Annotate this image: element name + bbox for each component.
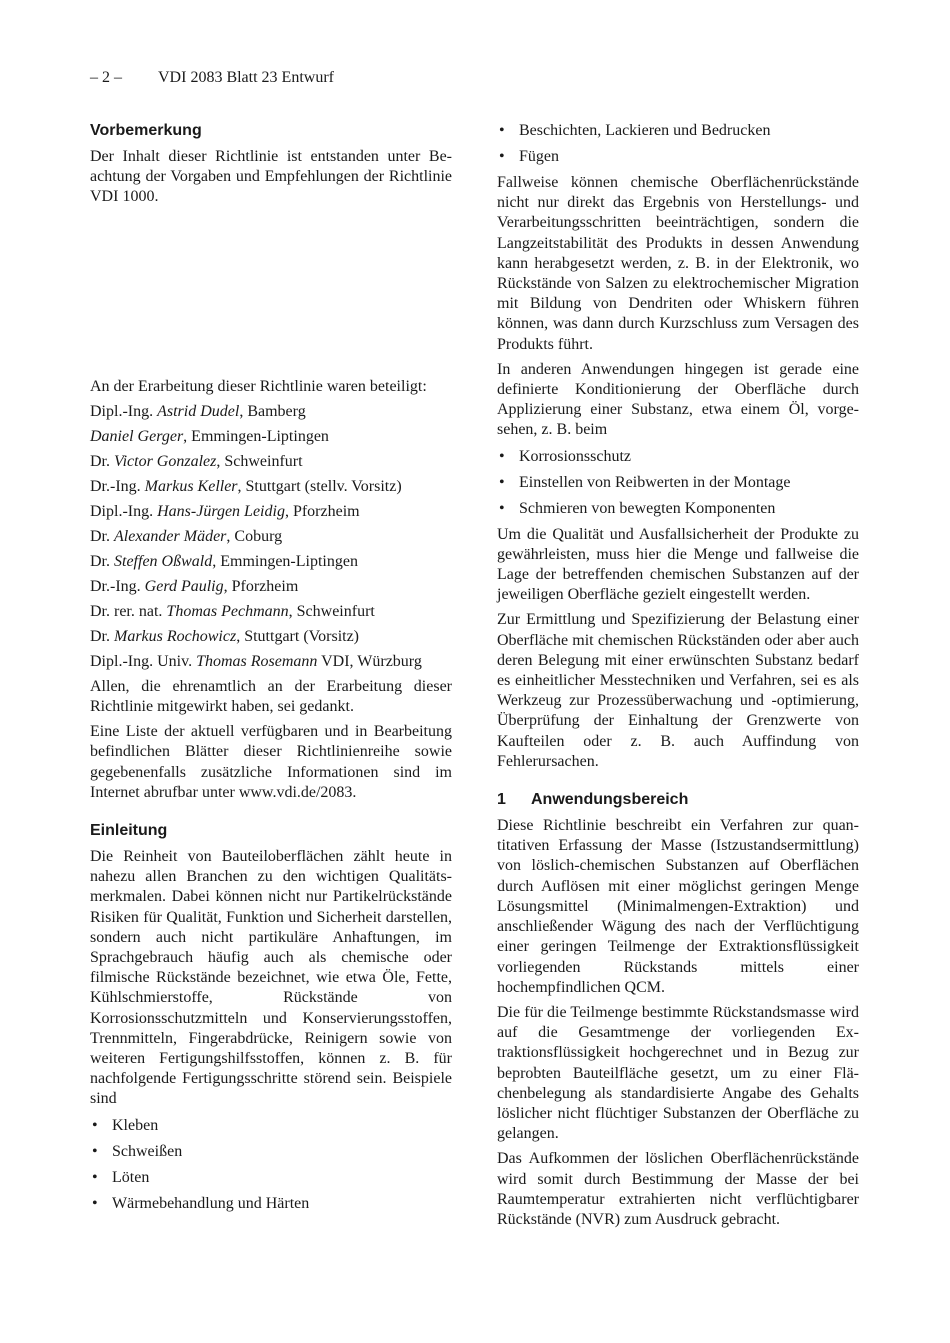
- right-column: [497, 121, 859, 1230]
- document-title: VDI 2083 Blatt 23 Entwurf: [158, 69, 334, 86]
- list-item: • Korrosionsschutz: [497, 447, 859, 467]
- contributor: Daniel Gerger, Emmingen-Liptingen: [90, 427, 329, 445]
- contributor: Dr.-Ing. Gerd Paulig, Pforzheim: [90, 577, 299, 595]
- list-item: • Schweißen: [90, 1142, 452, 1162]
- list-item: • Fügen: [497, 147, 859, 167]
- anwendungsbereich-paragraph-2: Die für die Teilmenge bestimmte Rückstandsmasse wird auf die Gesamtmenge der vorliegenden Extraktionsflüssigkeit hochgerechnet und in Bezug zur beprobten Bauteilfläche gesetzt, um zu einer Flächenbelegung als standardisierte Angabe des Gehalts löslicher nicht flüchtiger Substanzen der Oberfläche zu gelangen.: [497, 1003, 859, 1143]
- einleitung-paragraph-2: Fallweise können chemische Oberflächenrückstände nicht nur direkt das Ergebnis von Herstellungs- und Verarbeitungsschritten beeinträchtigen, sondern die Langzeitstabilität des Produkts in dessen Anwendung kann herabgesetzt werden, z. B. in der Elektronik, wo Rückstände von Salzen zu elektrochemischer Migration mit Bildung von Dendriten oder Whiskern führen können, was dann durch Kurzschluss zum Versagen des Produkts führt.: [497, 174, 859, 353]
- left-column: [90, 121, 452, 1220]
- list-item: • Wärmebehandlung und Härten: [90, 1194, 452, 1214]
- list-item: • Löten: [90, 1168, 452, 1188]
- contributor: Dipl.-Ing. Univ. Thomas Rosemann VDI, Würzburg: [90, 652, 422, 670]
- list-item: • Kleben: [90, 1116, 452, 1136]
- page-header: [90, 68, 334, 88]
- contributor: Dr. Victor Gonzalez, Schweinfurt: [90, 452, 303, 470]
- contributor: Dipl.-Ing. Hans-Jürgen Leidig, Pforzheim: [90, 502, 360, 520]
- einleitung-paragraph-3: In anderen Anwendungen hingegen ist gerade eine definierte Konditionierung der Oberfläche durch Applizierung einer Substanz, etwa einem Öl, vorgesehen, z. B. beim: [497, 360, 859, 439]
- einleitung-paragraph-1: Die Reinheit von Bauteiloberflächen zählt heute in nahezu allen Branchen zu den wichtigen Qualitätsmerkmalen. Dabei können nicht nur Partikelrückstände Risiken für Qualität, Funktion und Sicherheit darstellen, sondern auch nicht partikuläre Anhaftungen, im Sprachgebrauch häufig auch als chemische oder filmische Rückstände bezeichnet, wie etwa Öle, Fette, Kühlschmierstoffe, Rückstände von Korrosionsschutzmitteln und Konservierungsstoffen, Trennmitteln, Fingerabdrücke, Reinigern sowie von weiteren Fertigungshilfsstoffen, können z. B. für nachfolgende Fertigungsschritte störend sein. Beispiele sind: [90, 848, 452, 1108]
- list-item: • Beschichten, Lackieren und Bedrucken: [497, 121, 859, 141]
- contributor: Dr. rer. nat. Thomas Pechmann, Schweinfurt: [90, 602, 375, 620]
- anwendungsbereich-paragraph-3: Das Aufkommen der löslichen Oberflächenrückstände wird somit durch Bestimmung der Masse der bei Raumtemperatur extrahierten nicht verflüchtigbarer Rückstände (NVR) zum Ausdruck gebracht.: [497, 1150, 859, 1228]
- heading-anwendungsbereich: [497, 790, 859, 810]
- list-item: • Einstellen von Reibwerten in der Montage: [497, 473, 859, 493]
- blank-space: [90, 208, 452, 377]
- heading-einleitung: Einleitung: [90, 822, 168, 840]
- thanks-text: Allen, die ehrenamtlich an der Erarbeitung dieser Richtlinie mitgewirkt haben, sei gedankt.: [90, 677, 452, 716]
- list-info-text: Eine Liste der aktuell verfügbaren und in Bearbeitung befindlichen Blätter dieser Richtlinienreihe sowie gegebenenfalls zusätzliche Informationen sind im Internet abrufbar unter www.vdi.de/2083.: [90, 723, 452, 801]
- applications-list: [497, 447, 859, 519]
- contributors-list: [90, 402, 452, 672]
- list-item: • Schmieren von bewegten Komponenten: [497, 499, 859, 519]
- page-number: – 2 –: [90, 69, 122, 86]
- heading-vorbemerkung: Vorbemerkung: [90, 122, 202, 139]
- examples-list-continued: [497, 121, 859, 167]
- section-number: 1: [497, 791, 506, 809]
- contributor: Dr.-Ing. Markus Keller, Stuttgart (stellv. Vorsitz): [90, 477, 402, 495]
- einleitung-paragraph-5: Zur Ermittlung und Spezifizierung der Belastung einer Oberfläche mit chemischen Rückständen oder aber auch deren Belegung mit einer erwünschten Substanz bedarf es einheitlicher Messtechniken und Verfahren, sei es als Werkzeug zur Prozessüberwachung und -optimierung, Überprüfung der Einhaltung der Grenzwerte von Kaufteilen oder z. B. auch Auffindung von Fehlerursachen.: [497, 611, 859, 770]
- contributor: Dr. Alexander Mäder, Coburg: [90, 527, 283, 545]
- einleitung-paragraph-4: Um die Qualität und Ausfallsicherheit der Produkte zu gewährleisten, muss hier die Menge und fallweise die Lage der betreffenden chemischen Substanzen auf der jeweiligen Oberfläche gezielt eingestellt werden.: [497, 525, 859, 604]
- contributors-intro: An der Erarbeitung dieser Richtlinie waren beteiligt:: [90, 377, 427, 395]
- examples-list: [90, 1116, 452, 1214]
- contributor: Dr. Markus Rochowicz, Stuttgart (Vorsitz): [90, 627, 360, 645]
- section-title: Anwendungsbereich: [531, 791, 689, 809]
- contributor: Dipl.-Ing. Astrid Dudel, Bamberg: [90, 402, 306, 420]
- contributor: Dr. Steffen Oßwald, Emmingen-Liptingen: [90, 552, 358, 570]
- anwendungsbereich-paragraph-1: Diese Richtlinie beschreibt ein Verfahren zur quantitativen Erfassung der Masse (Istzustandsermittlung) von löslich-chemischen Substanzen auf Oberflächen durch Auflösen mit einer möglichst geringen Menge Lösungsmittel (Minimalmengen-Extraktion) und anschließender Wägung des nach der Verflüchtigung einer geringen Teilmenge der Extraktionsflüssigkeit vorliegenden Rückstands mittels einer hochempfindlichen QCM.: [497, 817, 859, 996]
- vorbemerkung-text: Der Inhalt dieser Richtlinie ist entstanden unter Beachtung der Vorgaben und Empfehlungen der Richtlinie VDI 1000.: [90, 148, 452, 206]
